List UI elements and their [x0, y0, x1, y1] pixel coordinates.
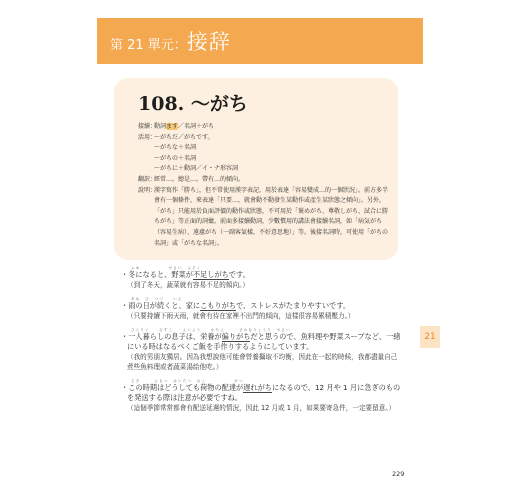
connection-value [154, 122, 390, 133]
unit-keyword: 接辞 [186, 30, 231, 54]
conjugation-row [138, 133, 390, 175]
conjugation-line: ～がちだ／がちです。 [154, 133, 214, 141]
example-item [121, 266, 401, 290]
connection-after: ／名詞＋がち [178, 123, 215, 130]
furigana: ふゆ やさい ぶそく [131, 266, 202, 270]
conjugation-line: ～がちな＋名詞 [154, 144, 197, 152]
explanation-row [138, 186, 390, 250]
explanation-value: 漢字寫作「勝ち」，但不常使用漢字表記。用於表達「容易變成…的一個狀況」。前方多半會有一個條件，來表達「只要…，就會動不動發生某動作或產生某狀態之傾向」。另外，「がち」只能用於負面評價的動作或狀態，不可用於「褒めがち、尊敬しがち、試合に勝ちがち」等正面的詞彙。前面多接續動詞，少數慣用的講法會接續名詞，如「病気がち（容易生病）、遠慮がち（一副客氣樣，不好意思地）」等。後接名詞時，可使用「がちの名詞」或「がちな名詞」。 [154, 186, 389, 247]
example-japanese [121, 301, 401, 311]
connection-key: 接續： [138, 123, 157, 130]
translation-row [138, 175, 390, 186]
sentence-end: になるので、12 月や 1 月に急ぎのものを発送する際は注意が必要ですね。 [127, 383, 401, 402]
conjugation-line: ～がちに＋動詞／イ・ナ形容詞 [154, 165, 239, 173]
unit-header [97, 18, 423, 64]
example-japanese [121, 332, 401, 352]
example-translation: （這個季節常常都會有配送延遲的情況，因此 12 月或 1 月，如果要寄急件，一定要留意。） [127, 404, 396, 412]
unit-title [110, 26, 231, 62]
example-translation: （到了冬天，蔬菜就有容易不足的傾向。） [127, 281, 249, 289]
connection-before: 動詞 [154, 123, 167, 130]
example-item [121, 379, 401, 413]
grammar-info [138, 122, 390, 249]
page-number: 229 [392, 470, 405, 478]
entry-title: 108. ～がち [138, 93, 248, 115]
example-item [121, 297, 401, 321]
example-list [121, 266, 401, 420]
example-item [121, 328, 401, 372]
connection-highlight: ます [166, 123, 179, 130]
sentence-start: ・一人暮らしの息子は、栄養が [121, 332, 222, 341]
connection-row [138, 122, 390, 133]
conjugation-line: ～がちの＋名詞 [154, 154, 197, 162]
example-japanese [121, 383, 401, 403]
conjugation-lines [154, 133, 390, 175]
sentence-end: だと思うので、魚料理や野菜スープなど、一緒にいる時はなるべくご飯を手作りするようにしています。 [127, 332, 401, 351]
sentence-start: ・冬になると、野菜が [121, 270, 193, 279]
explanation-key: 說明： [138, 186, 157, 194]
furigana: あめ ひ つづ いえ [131, 297, 183, 301]
target-phrase: 遅れがち [243, 383, 272, 392]
sentence-end: で、ストレスがたまりやすいです。 [235, 301, 351, 310]
target-phrase: 不足しがち [192, 270, 229, 279]
sentence-start: ・この時期はどうしても荷物の配達が [121, 383, 244, 392]
furigana: じき にもつ はいたつ おく がつ [131, 379, 244, 383]
unit-side-tab: 21 [420, 326, 440, 348]
example-translation: （只要持續下雨天雨，就會有待在家裡不出門的傾向，這樣很容易累積壓力。） [127, 312, 355, 320]
translation-value: 經常…。總是…。帶有…的傾向。 [154, 175, 245, 183]
example-translation: （我的男朋友獨居。因為我想說他可能會營養攝取不均衡，因此在一起的時候，我都盡量自己煮些魚料理或者蔬菜湯給他吃。） [127, 353, 398, 371]
sentence-end: です。 [228, 270, 250, 279]
grammar-card [114, 78, 398, 260]
furigana: ひとりぐ むすこ えいよう かたよ さかなりょうり やさい [131, 328, 291, 332]
translation-key: 翻訳： [138, 175, 157, 183]
unit-label: 第 21 單元： [110, 38, 187, 53]
target-phrase: 偏りがち [221, 332, 251, 341]
conjugation-key: 活用： [138, 133, 157, 141]
sentence-start: ・雨の日が続くと、家に [121, 301, 201, 310]
example-japanese [121, 270, 401, 280]
target-phrase: こもりがち [200, 301, 236, 310]
